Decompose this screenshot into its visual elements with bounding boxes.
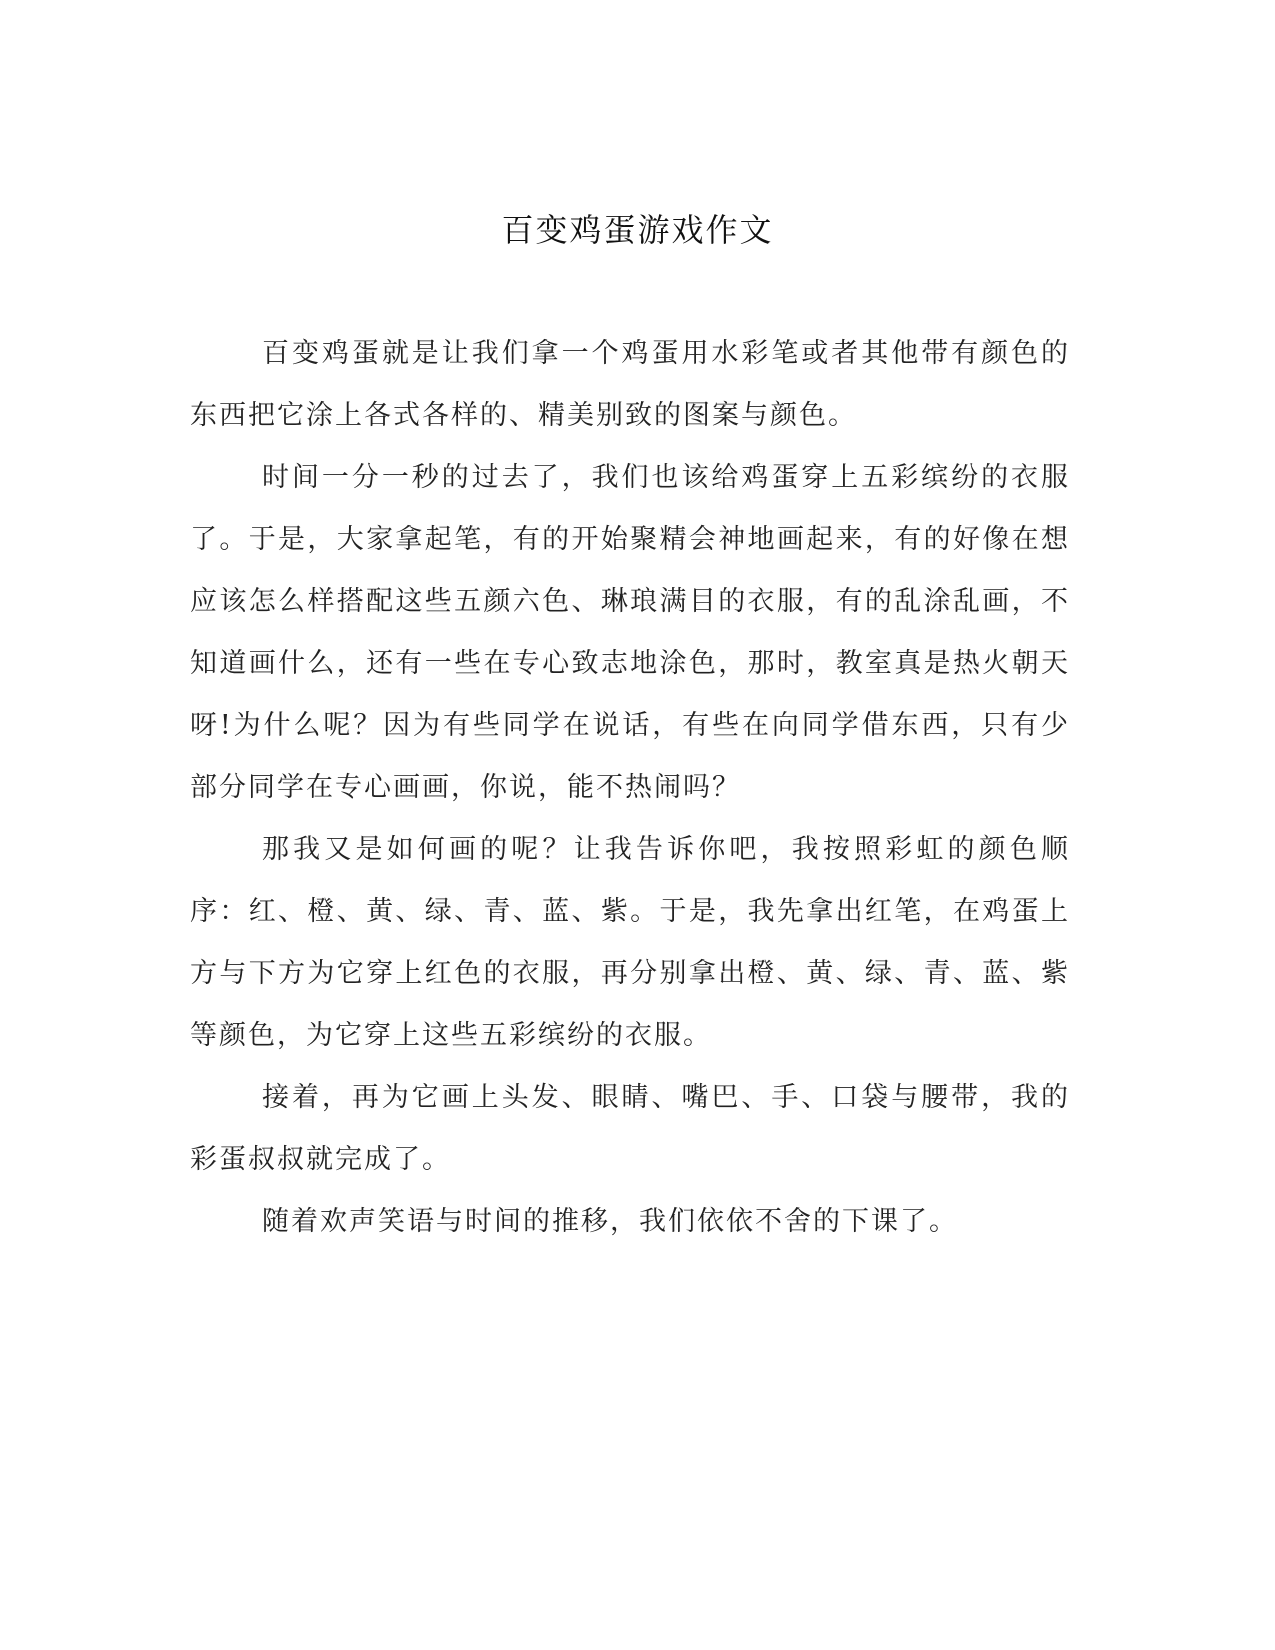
paragraph-2: 时间一分一秒的过去了，我们也该给鸡蛋穿上五彩缤纷的衣服了。于是，大家拿起笔，有的开始聚精会神地画起来，有的好像在想应该怎么样搭配这些五颜六色、琳琅满目的衣服，有的乱涂乱画，不知道画什么，还有一些在专心致志地涂色，那时，教室真是热火朝天呀!为什么呢？因为有些同学在说话，有些在向同学借东西，只有少部分同学在专心画画，你说，能不热闹吗？ <box>190 462 1070 803</box>
document-title: 百变鸡蛋游戏作文 <box>501 211 774 249</box>
paragraph-4: 接着，再为它画上头发、眼睛、嘴巴、手、口袋与腰带，我的彩蛋叔叔就完成了。 <box>190 1082 1070 1175</box>
paragraph-5: 随着欢声笑语与时间的推移，我们依依不舍的下课了。 <box>262 1206 958 1237</box>
document-body <box>190 323 1070 1253</box>
paragraph-3: 那我又是如何画的呢？让我告诉你吧，我按照彩虹的颜色顺序：红、橙、黄、绿、青、蓝、紫。于是，我先拿出红笔，在鸡蛋上方与下方为它穿上红色的衣服，再分别拿出橙、黄、绿、青、蓝、紫等颜色，为它穿上这些五彩缤纷的衣服。 <box>190 834 1070 1051</box>
paragraph-1: 百变鸡蛋就是让我们拿一个鸡蛋用水彩笔或者其他带有颜色的东西把它涂上各式各样的、精美别致的图案与颜色。 <box>190 338 1070 431</box>
